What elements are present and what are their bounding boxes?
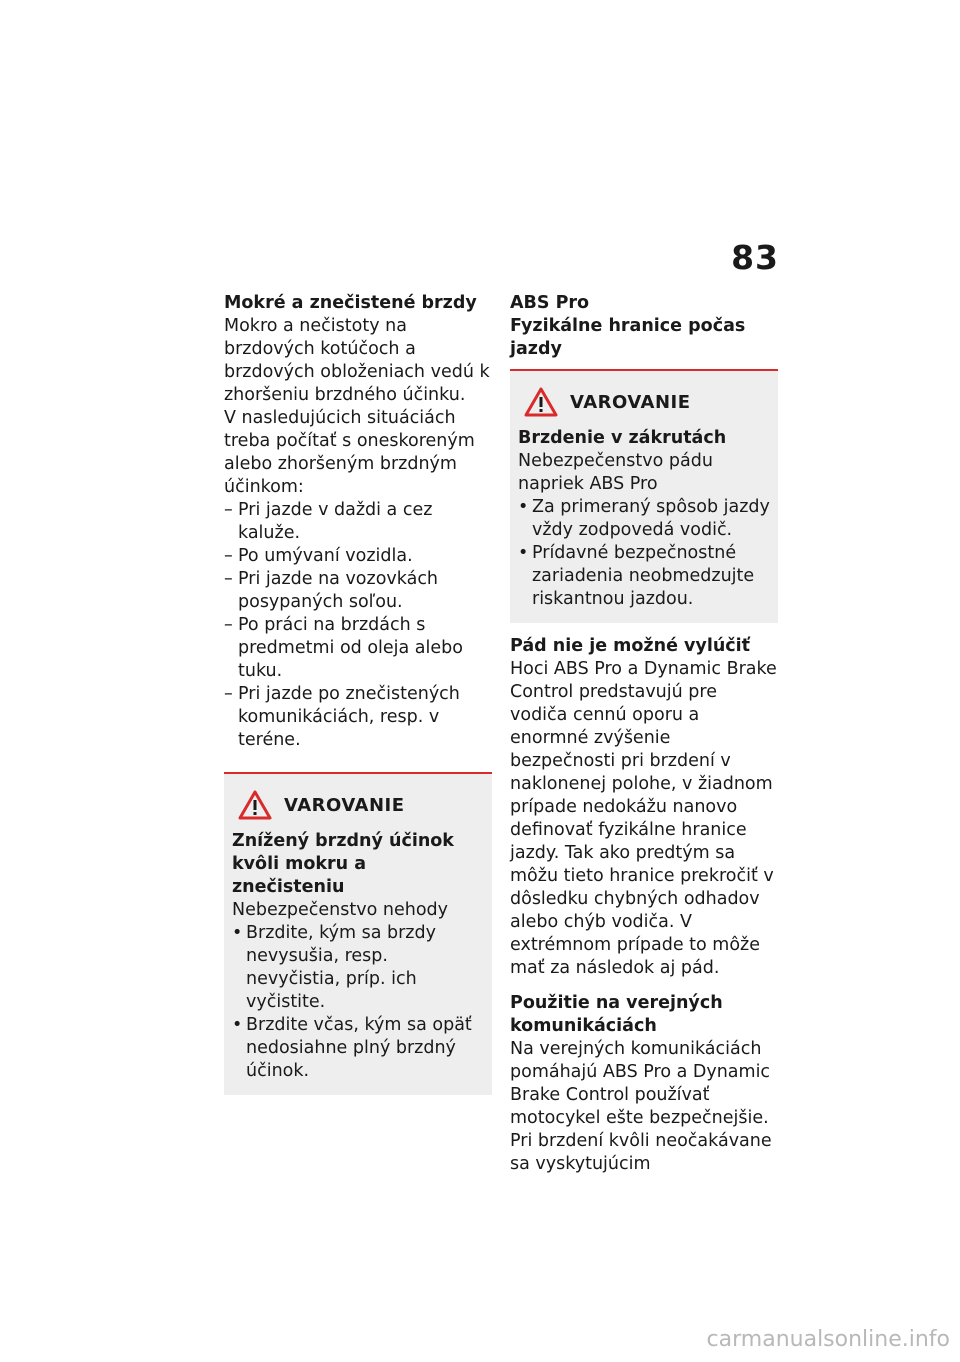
warning-bullet-list [518,496,770,611]
section-heading-wet-brakes: Mokré a znečistené brzdy [224,293,477,313]
warning-title: Znížený brzdný účinok kvôli mokru a znečisteniu [232,831,454,897]
list-item: – Pri jazde v daždi a cez kaluže. [224,499,492,545]
list-item: – Po práci na brzdách s predmetmi od oleja alebo tuku. [224,614,492,683]
list-item: – Po umývaní vozidla. [224,545,492,568]
list-item: • Brzdite, kým sa brzdy nevysušia, resp. nevyčistia, príp. ich vyčistite. [232,922,484,1014]
warning-risk: Nebezpečenstvo pádu napriek ABS Pro [518,451,713,494]
list-item: • Prídavné bezpečnostné zariadenia neobmedzujte riskantnou jazdou. [518,542,770,611]
warning-header [232,790,484,820]
watermark: carmanualsonline.info [706,1327,950,1352]
list-item: • Za primeraný spôsob jazdy vždy zodpovedá vodič. [518,496,770,542]
warning-header [518,387,770,417]
subheading-physical-limits: Fyzikálne hranice počas jazdy [510,316,746,359]
warning-box [510,369,778,623]
left-column [224,292,492,1095]
warning-triangle-icon [524,387,558,417]
paragraph-situations: V nasledujúcich situáciách treba počítať s oneskoreným alebo zhoršeným brzdným účinkom: [224,408,475,497]
dash-list [224,499,492,752]
warning-bullet-list [232,922,484,1083]
right-column [510,292,778,1176]
warning-risk: Nebezpečenstvo nehody [232,900,448,920]
paragraph-intro: Mokro a nečistoty na brzdových kotúčoch a brzdových obloženiach vedú k zhoršeniu brzdného účinku. [224,316,490,405]
section-heading-public-roads: Použitie na verejných komunikáciách [510,993,723,1036]
paragraph-public-roads: Na verejných komunikáciách pomáhajú ABS Pro a Dynamic Brake Control používať motocykel ešte bezpečnejšie. Pri brzdení kvôli neočakávane sa vyskytujúcim [510,1039,772,1174]
page-number: 83 [731,238,779,277]
list-item: – Pri jazde na vozovkách posypaných soľou. [224,568,492,614]
section-heading-abs-pro: ABS Pro [510,293,590,313]
warning-box [224,772,492,1095]
section-heading-fall: Pád nie je možné vylúčiť [510,636,751,656]
warning-triangle-icon [238,790,272,820]
warning-title: Brzdenie v zákrutách [518,428,727,448]
paragraph-fall: Hoci ABS Pro a Dynamic Brake Control predstavujú pre vodiča cennú oporu a enormné zvýšenie bezpečnosti pri brzdení v naklonenej polohe, v žiadnom prípade nedokážu nanovo definovať fyzikálne hranice jazdy. Tak ako predtým sa môžu tieto hranice prekročiť v dôsledku chybných odhadov alebo chýb vodiča. V extrémnom prípade to môže mať za následok aj pád. [510,659,777,978]
list-item: • Brzdite včas, kým sa opäť nedosiahne plný brzdný účinok. [232,1014,484,1083]
warning-label: VAROVANIE [570,391,691,413]
list-item: – Pri jazde po znečistených komunikáciách, resp. v teréne. [224,683,492,752]
warning-label: VAROVANIE [284,794,405,816]
